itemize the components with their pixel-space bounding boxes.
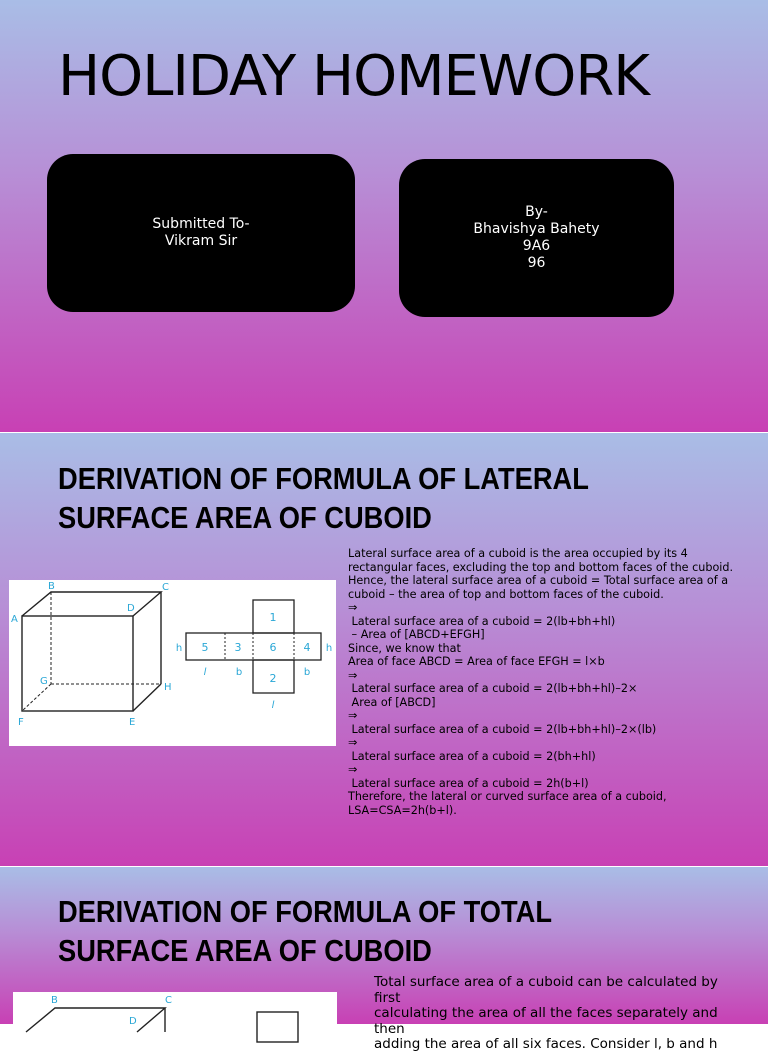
vertex-label: E <box>129 717 136 728</box>
net-face-label: 3 <box>234 641 242 654</box>
net-face-label: 1 <box>269 611 277 624</box>
dimension-label: h <box>325 643 333 654</box>
net-face-label: 6 <box>269 641 277 654</box>
author-text <box>473 204 599 272</box>
text-line: ⇒ <box>348 763 358 776</box>
text-line: Hence, the lateral surface area of a cuboid = Total surface area of a <box>348 574 729 587</box>
text-line: ⇒ <box>348 736 358 749</box>
text-line: Area of [ABCD] <box>348 695 436 709</box>
cuboid-diagram <box>13 992 337 1032</box>
slide-title: HOLIDAY HOMEWORK <box>58 44 649 109</box>
cuboid-figure <box>13 992 337 1032</box>
author-name: Bhavishya Bahety <box>473 221 600 237</box>
net-face-label: 2 <box>269 672 277 685</box>
vertex-label: B <box>48 581 55 592</box>
vertex-label: C <box>162 582 169 593</box>
vertex-label: B <box>51 995 58 1006</box>
slide-heading <box>58 892 552 970</box>
text-line: Lateral surface area of a cuboid is the area occupied by its 4 <box>348 547 688 560</box>
text-line: calculating the area of all the faces separately and then <box>374 1005 718 1037</box>
author-class: 9A6 <box>522 238 551 254</box>
cuboid-figure <box>9 580 336 746</box>
text-line: Lateral surface area of a cuboid = 2(bh+hl) <box>348 749 596 763</box>
tsa-derivation-slide <box>0 867 768 1052</box>
cuboid-diagram <box>9 580 336 746</box>
text-line: Since, we know that <box>348 641 461 655</box>
text-line: LSA=CSA=2h(b+l). <box>348 803 457 817</box>
text-line: ⇒ <box>348 668 358 682</box>
dimension-label: b <box>303 667 311 678</box>
vertex-label: C <box>165 995 172 1006</box>
text-line: Lateral surface area of a cuboid = 2(lb+bh+hl)–2×(lb) <box>348 722 657 736</box>
title-slide <box>0 0 768 433</box>
text-line: Lateral surface area of a cuboid = 2(lb+bh+hl) <box>348 614 616 628</box>
heading-line-1: DERIVATION OF FORMULA OF TOTAL <box>58 894 553 929</box>
submitted-to-text <box>152 216 249 250</box>
slide-heading <box>58 459 589 537</box>
text-line: Total surface area of a cuboid can be calculated by first <box>374 974 718 1006</box>
text-line: Area of face ABCD = Area of face EFGH = l×b <box>348 655 605 668</box>
lsa-derivation-slide <box>0 433 768 867</box>
vertex-label: H <box>164 682 172 693</box>
net-face-label: 5 <box>201 641 209 654</box>
submitted-to-card <box>47 154 355 312</box>
dimension-label: l <box>203 667 207 678</box>
text-line: Lateral surface area of a cuboid = 2(lb+bh+hl)–2× <box>348 682 638 695</box>
vertex-label: F <box>18 717 24 728</box>
heading-line-2: SURFACE AREA OF CUBOID <box>58 500 432 535</box>
author-card <box>399 159 674 317</box>
dimension-label: h <box>175 643 183 654</box>
text-line: ⇒ <box>348 601 358 614</box>
text-line: rectangular faces, excluding the top and bottom faces of the cuboid. <box>348 560 734 574</box>
by-label: By- <box>525 204 548 220</box>
text-line: Lateral surface area of a cuboid = 2h(b+l) <box>348 776 589 790</box>
author-roll-number: 96 <box>527 255 546 271</box>
teacher-name: Vikram Sir <box>164 233 238 249</box>
submitted-to-label: Submitted To- <box>152 216 250 232</box>
vertex-label: D <box>129 1016 137 1027</box>
vertex-label: A <box>11 614 18 625</box>
text-line: – Area of [ABCD+EFGH] <box>348 628 485 641</box>
text-line: adding the area of all six faces. Consider l, b and h <box>374 1036 718 1052</box>
dimension-label: b <box>235 667 243 678</box>
heading-line-2: SURFACE AREA OF CUBOID <box>58 933 432 968</box>
net-face-label: 4 <box>303 641 311 654</box>
vertex-label: D <box>127 603 135 614</box>
lsa-explanation <box>348 547 758 817</box>
heading-line-1: DERIVATION OF FORMULA OF LATERAL <box>58 461 589 496</box>
text-line: Therefore, the lateral or curved surface area of a cuboid, <box>348 790 667 803</box>
dimension-label: l <box>271 700 275 711</box>
vertex-label: G <box>40 676 48 687</box>
tsa-explanation <box>374 975 744 1053</box>
text-line: ⇒ <box>348 709 358 722</box>
text-line: cuboid – the area of top and bottom faces of the cuboid. <box>348 587 664 601</box>
